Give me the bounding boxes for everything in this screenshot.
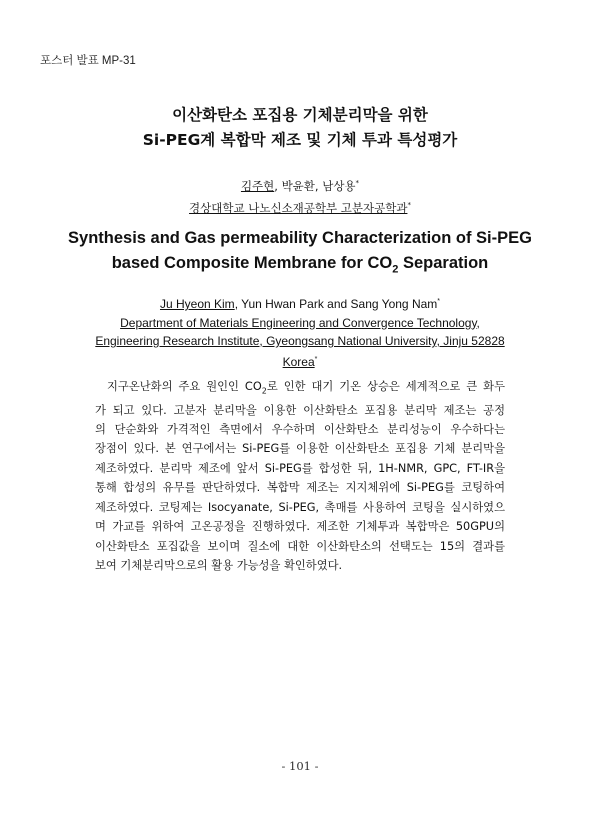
korean-title — [0, 103, 600, 153]
korean-title-line: Si-PEG계 복합막 제조 및 기체 투과 특성평가 — [142, 131, 458, 149]
abstract-line: 며 가교를 위하여 고온공정을 진행하였다. 제조한 기체투과 복합막은 50GPU의 — [95, 520, 505, 534]
abstract-line: 가 되고 있다. 고분자 분리막을 이용한 이산화탄소 포집용 분리막 제조는 공정 — [95, 403, 505, 417]
abstract-line: 제조하였다. 코팅제는 Isocyanate, Si-PEG, 촉매를 사용하여 코팅을 실시하였으 — [95, 500, 505, 514]
korean-title-line: 이산화탄소 포집용 기체분리막을 위한 — [172, 106, 428, 124]
abstract-line: 제조하였다. 분리막 제조에 앞서 Si-PEG를 합성한 뒤, 1H-NMR, GPC, FT-IR을 — [95, 461, 506, 475]
abstract-text: 로 인한 대기 기온 상승은 세계적으로 큰 화두 — [266, 380, 505, 393]
page-number: - 101 - — [281, 759, 319, 773]
korean-affiliation: 경상대학교 나노신소재공학부 고분자공학과 — [189, 200, 408, 215]
abstract-line: 장점이 있다. 본 연구에서는 Si-PEG를 이용한 이산화탄소 포집용 기체 분리막을 — [95, 442, 505, 456]
english-presenting-author: Ju Hyeon Kim — [159, 297, 235, 311]
corresponding-mark: * — [314, 355, 318, 363]
abstract-line: 의 단순화와 가격적인 측면에서 우수하며 이산화탄소 분리성능이 우수하다는 — [95, 423, 505, 437]
english-title-text: Separation — [398, 254, 489, 272]
korean-presenting-author: 김주현 — [240, 178, 275, 193]
abstract-body — [95, 377, 505, 575]
english-title-line: Synthesis and Gas permeability Characterization of Si-PEG — [68, 229, 532, 247]
corresponding-mark: * — [407, 200, 411, 209]
subscript: 2 — [392, 263, 399, 276]
session-label: 포스터 발표 MP-31 — [40, 55, 136, 67]
abstract-text: 지구온난화의 주요 원인인 CO — [107, 380, 262, 393]
english-title-line — [0, 251, 600, 282]
english-authors — [0, 293, 600, 314]
english-authors-block — [0, 293, 600, 371]
country: Korea — [282, 354, 315, 369]
abstract-line: 보여 기체분리막으로의 활용 가능성을 확인하였다. — [95, 558, 343, 572]
english-affiliation-country — [0, 351, 600, 372]
english-coauthors: , Yun Hwan Park and Sang Yong Nam — [234, 297, 438, 311]
subscript: 2 — [261, 386, 267, 396]
korean-authors-block — [0, 174, 600, 218]
korean-authors — [0, 174, 600, 196]
korean-coauthors: , 박윤환, 남상용 — [274, 178, 356, 193]
english-title — [0, 226, 600, 282]
corresponding-mark: * — [355, 179, 360, 187]
english-affiliation-line: Engineering Research Institute, Gyeongsang National University, Jinju 52828 — [95, 334, 505, 348]
english-affiliation-line: Department of Materials Engineering and Convergence Technology, — [120, 315, 480, 330]
english-title-text: based Composite Membrane for CO — [111, 254, 393, 272]
abstract-line — [95, 377, 505, 401]
abstract-line: 통해 합성의 유무를 판단하였다. 복합막 제조는 지지체위에 Si-PEG를 코팅하여 — [95, 481, 505, 495]
korean-affiliation-line — [0, 196, 600, 218]
corresponding-mark: * — [437, 298, 441, 305]
abstract-line: 이산화탄소 포집값을 보이며 질소에 대한 이산화탄소의 선택도는 15의 결과를 — [95, 539, 505, 553]
